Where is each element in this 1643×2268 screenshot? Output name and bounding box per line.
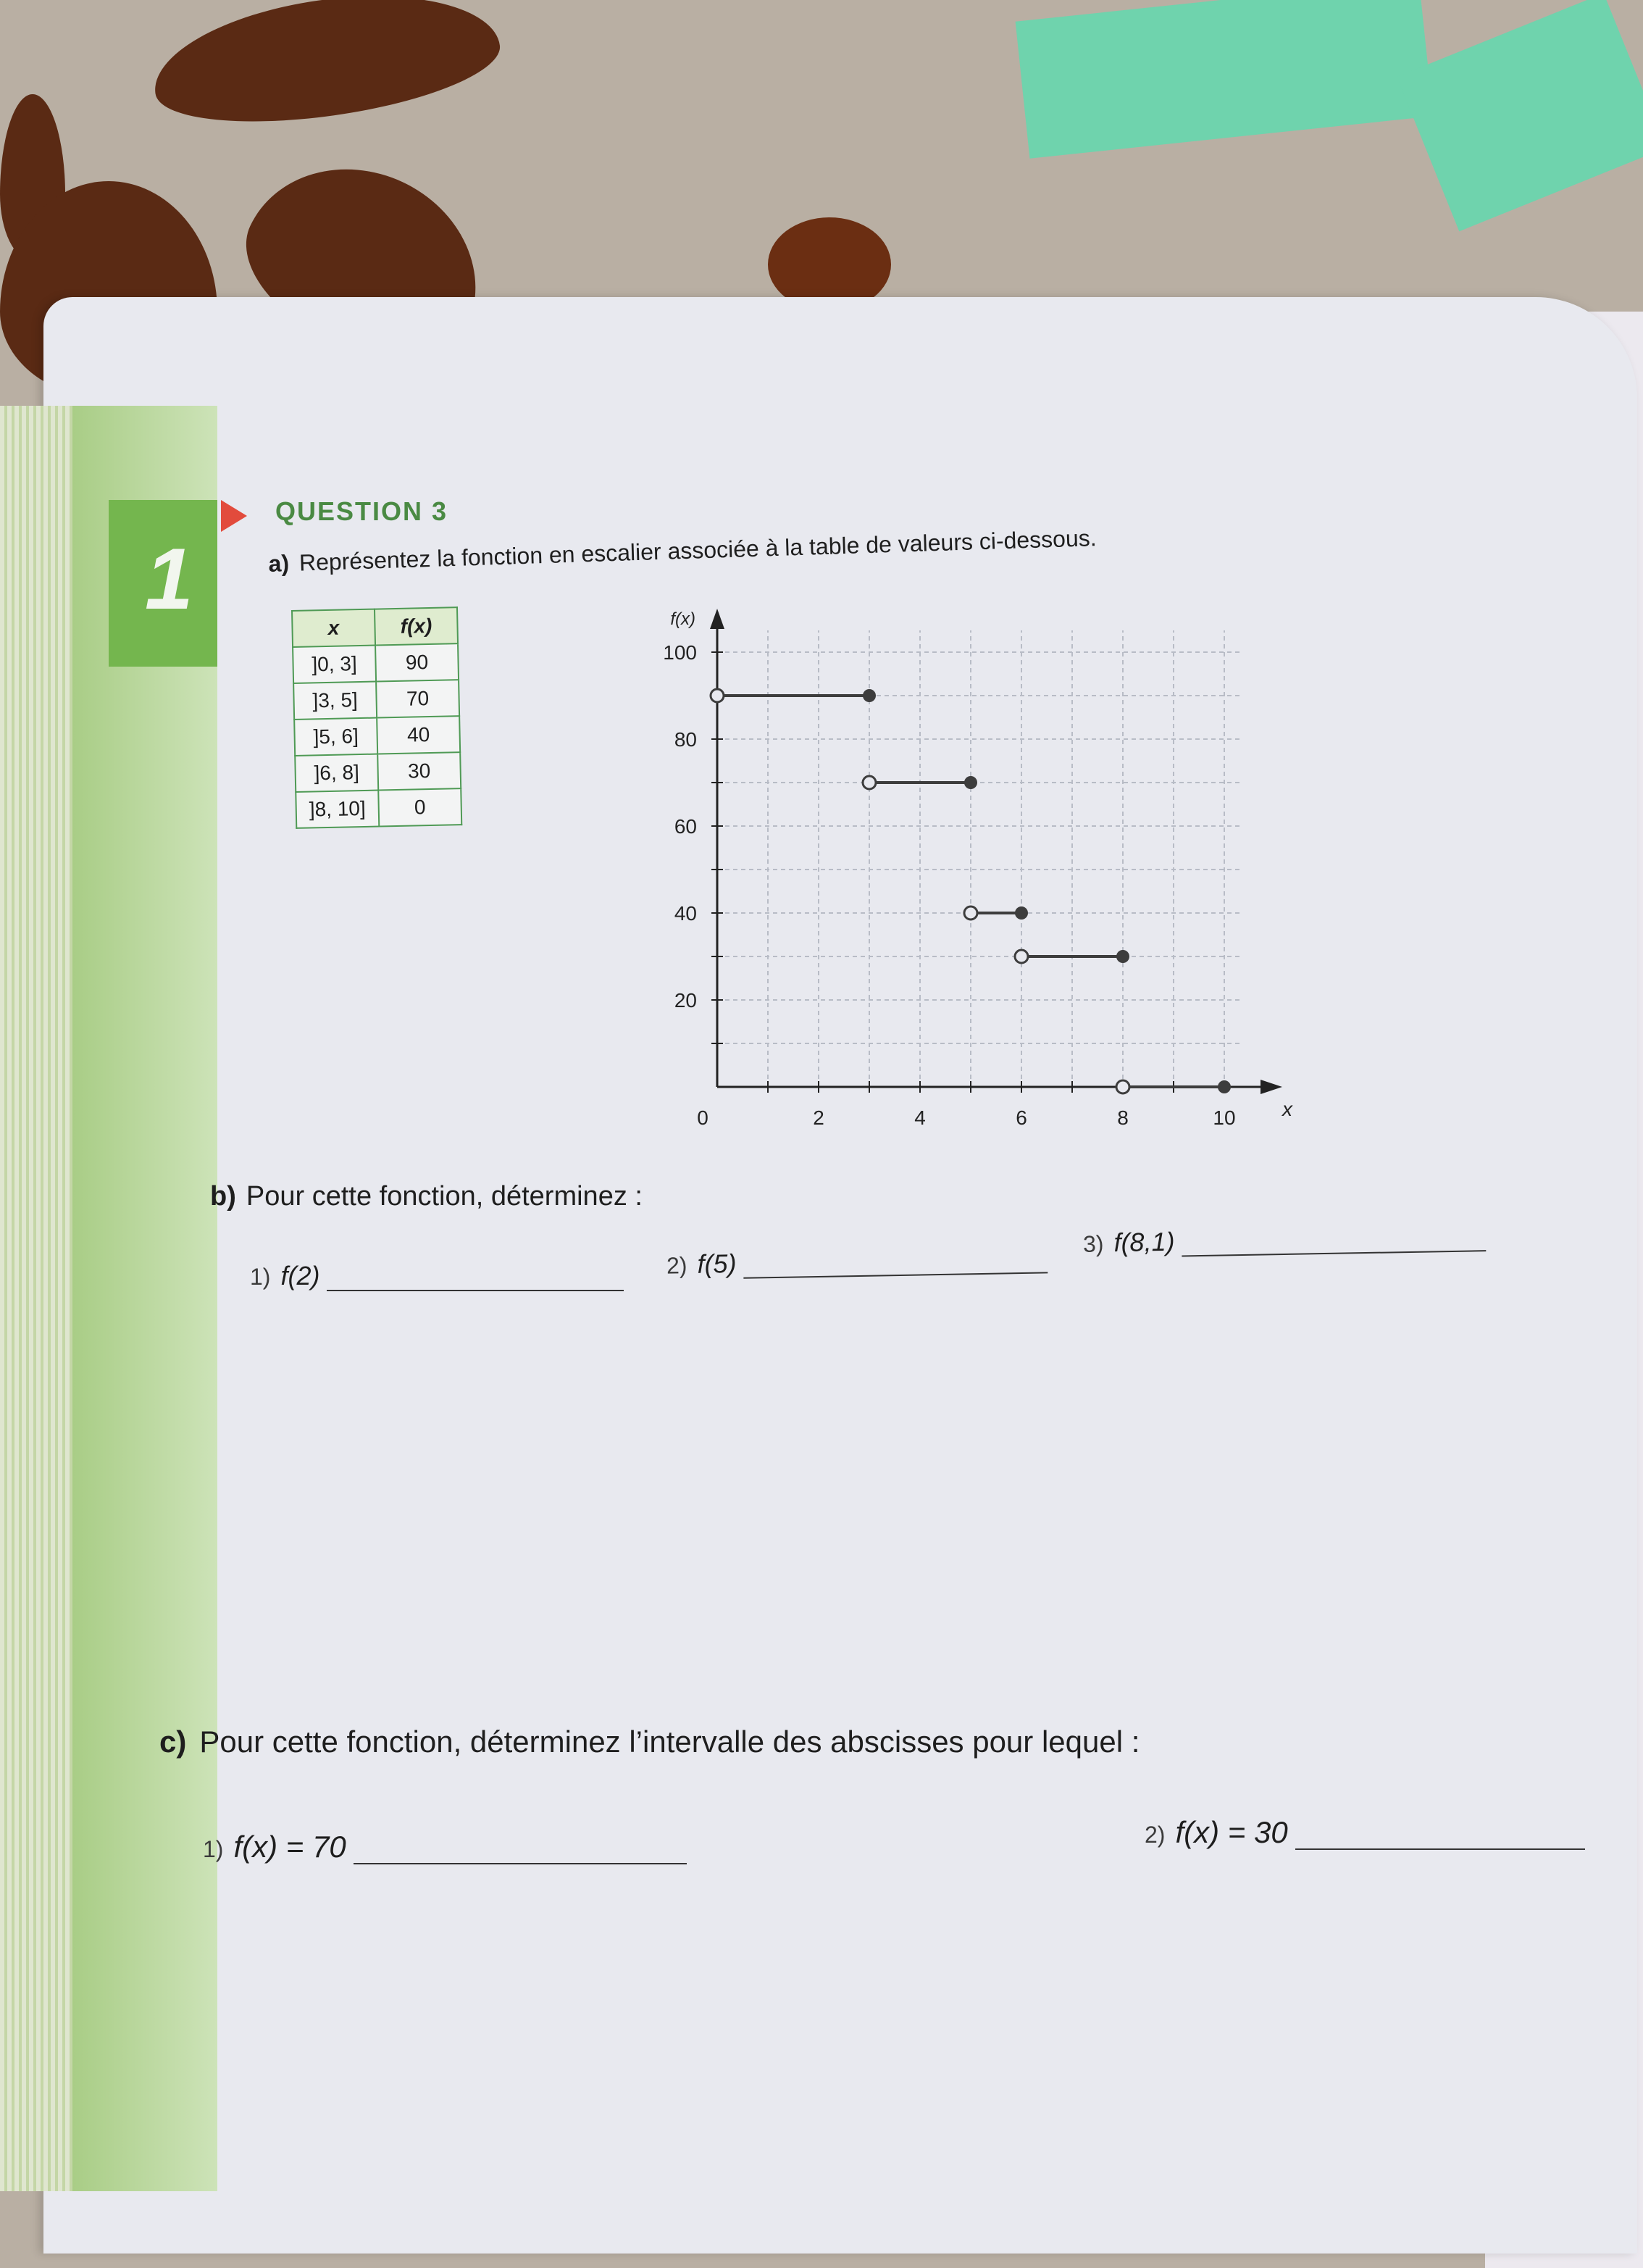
step-open-endpoint [964, 906, 977, 920]
y-axis-label: f(x) [670, 609, 695, 629]
step-closed-endpoint [1116, 950, 1129, 963]
x-axis-label: x [1282, 1098, 1292, 1120]
x-tick-label: 2 [813, 1106, 824, 1129]
step-open-endpoint [863, 776, 876, 789]
step-closed-endpoint [1015, 906, 1028, 920]
table-row [296, 788, 461, 828]
values-table [291, 606, 462, 829]
item-number: 1) [203, 1836, 224, 1862]
x-tick-label: 10 [1213, 1106, 1236, 1129]
part-b-item [250, 1261, 624, 1291]
y-tick-label: 20 [674, 989, 697, 1012]
y-axis-arrow-icon [710, 609, 724, 629]
table-header-fx: f(x) [375, 607, 458, 645]
step-open-endpoint [711, 689, 724, 702]
x-tick-label: 0 [697, 1106, 708, 1129]
step-closed-endpoint [1218, 1080, 1231, 1093]
item-expression: f(2) [280, 1261, 320, 1291]
answer-line[interactable] [1295, 1848, 1585, 1850]
question-title: QUESTION 3 [275, 496, 448, 526]
item-number: 1) [250, 1264, 271, 1290]
table-row [293, 643, 459, 683]
item-expression: f(x) = 70 [233, 1830, 346, 1864]
item-expression: f(8,1) [1113, 1226, 1175, 1258]
part-a-text: Représentez la fonction en escalier associée à la table de valeurs ci-dessous. [298, 525, 1098, 576]
x-tick-label: 6 [1016, 1106, 1027, 1129]
table-cell-value: 0 [378, 788, 461, 826]
part-b-item [666, 1243, 1048, 1280]
table-row [294, 716, 460, 756]
x-tick-label: 8 [1117, 1106, 1129, 1129]
answer-line[interactable] [744, 1272, 1048, 1278]
table-row [295, 752, 461, 792]
answer-line[interactable] [1182, 1250, 1487, 1256]
y-tick-label: 100 [663, 641, 697, 664]
answer-line[interactable] [354, 1863, 687, 1864]
item-number: 2) [666, 1252, 687, 1279]
chapter-number: 1 [145, 530, 193, 628]
table-header-row [292, 607, 458, 647]
table-cell-interval: ]3, 5] [293, 682, 377, 720]
item-expression: f(5) [697, 1248, 737, 1279]
part-b-text: Pour cette fonction, déterminez : [246, 1181, 643, 1212]
y-tick-label: 60 [674, 815, 697, 838]
step-closed-endpoint [964, 776, 977, 789]
part-a-letter: a) [268, 550, 290, 577]
x-axis-arrow-icon [1261, 1080, 1282, 1094]
part-c-item [203, 1830, 687, 1864]
y-tick-label: 80 [674, 728, 697, 751]
y-tick-label: 40 [674, 902, 697, 925]
question-arrow-icon [221, 500, 247, 532]
item-expression: f(x) = 30 [1175, 1815, 1288, 1849]
item-number: 3) [1082, 1230, 1104, 1257]
part-c-item [1145, 1815, 1585, 1850]
part-b [210, 1181, 643, 1212]
part-b-letter: b) [210, 1181, 236, 1212]
table-cell-value: 40 [377, 716, 460, 754]
part-c [159, 1725, 1140, 1759]
table-header-x: x [292, 609, 375, 647]
part-c-letter: c) [159, 1725, 187, 1759]
part-c-text: Pour cette fonction, déterminez l’intervalle des abscisses pour lequel : [199, 1725, 1140, 1759]
item-number: 2) [1145, 1822, 1166, 1848]
part-b-item [1083, 1221, 1487, 1259]
step-open-endpoint [1015, 950, 1028, 963]
answer-line[interactable] [327, 1290, 624, 1291]
table-cell-interval: ]8, 10] [296, 791, 379, 828]
x-tick-label: 4 [914, 1106, 926, 1129]
table-cell-interval: ]0, 3] [293, 646, 376, 683]
table-cell-interval: ]5, 6] [294, 718, 377, 756]
step-closed-endpoint [863, 689, 876, 702]
table-cell-value: 90 [375, 643, 459, 681]
table-cell-interval: ]6, 8] [295, 754, 378, 792]
table-cell-value: 30 [377, 752, 461, 790]
table-row [293, 680, 459, 720]
table-cell-value: 70 [376, 680, 459, 717]
step-open-endpoint [1116, 1080, 1129, 1093]
step-function-graph [637, 565, 1362, 1145]
